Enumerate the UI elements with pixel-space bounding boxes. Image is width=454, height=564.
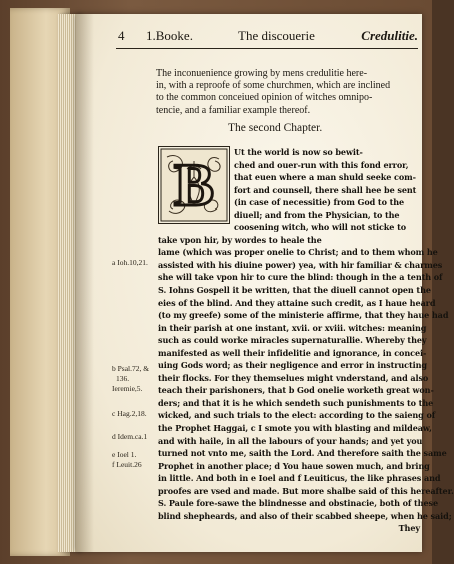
margin-note: b Psal.72, & xyxy=(112,364,150,373)
margin-note: a Ioh.10,21. xyxy=(112,258,148,267)
body-line: take vpon hir, by wordes to heale the xyxy=(158,234,322,245)
chapter-heading: The second Chapter. xyxy=(228,122,323,134)
floral-initial-icon xyxy=(159,147,229,223)
body-line: teach their parishoners, that b God onelie worketh great won- xyxy=(158,385,434,396)
body-line: diuell; and from the Physician, to the xyxy=(234,209,400,220)
drop-cap-letter: B xyxy=(173,152,215,218)
body-line: Ut the world is now so bewit- xyxy=(234,147,363,157)
page-number: 4 xyxy=(118,28,125,43)
body-line: uing Gods word; as their negligence and error in instructing xyxy=(158,360,427,371)
header-title: The discouerie xyxy=(238,28,315,43)
body-line: the Prophet Haggai, c I smote you with blasting and mildeaw, xyxy=(158,423,432,434)
body-line: fort and counsell, there shall hee be sent xyxy=(234,184,417,195)
running-header xyxy=(118,28,418,46)
margin-note: f Leuit.26 xyxy=(112,460,142,469)
body-line: coosening witch, who will not sticke to xyxy=(234,222,407,233)
body-line: their flocks. For they themselues might vnderstand, and also xyxy=(158,372,429,383)
header-rule xyxy=(116,48,418,49)
margin-note: 136. xyxy=(116,374,130,383)
body-line: manifested as well their infidelitie and ignorance, in concei- xyxy=(158,347,427,358)
body-line: she will take vpon hir to cure the blind: though in the a tenth of xyxy=(158,272,443,283)
gutter-shadow xyxy=(76,14,94,552)
body-line: that euen where a man shuld seeke com- xyxy=(234,172,416,183)
chapter-summary xyxy=(156,68,414,117)
body-line: (to my greefe) some of the ministerie affirme, that they haue had xyxy=(158,310,449,321)
body-line: (in case of necessitie) from God to the xyxy=(234,197,405,208)
body-line: S. Iohns Gospell it be written, that the diuell cannot open the xyxy=(158,285,431,296)
body-line: assisted with his diuine power) yea, with hir familiar & charmes xyxy=(158,259,443,270)
body-line: They xyxy=(398,523,420,534)
running-title: Credulitie. xyxy=(361,28,418,43)
decorated-initial xyxy=(158,146,230,224)
body-line: and with haile, in all the labours of your hands; and yet you xyxy=(158,435,423,446)
summary-line: tencie, and a familiar example thereof. xyxy=(156,104,311,116)
body-line: blind shepheards, and also of their scabbed sheepe, when he said; xyxy=(158,510,452,521)
body-line: S. Paule fore-sawe the blindnesse and obstinacie, both of these xyxy=(158,498,439,509)
margin-note: Ieremie,5. xyxy=(112,384,143,393)
body-line: proofes are vsed and made. But more shalbe said of this hereafter. xyxy=(158,485,454,496)
body-line: Prophet in another place; d You haue sowen much, and bring xyxy=(158,460,430,471)
body-line: such as could worke miracles supernaturallie. Whereby they xyxy=(158,335,427,346)
body-line: wicked, and such trials to the elect: according to the saieng of xyxy=(158,410,436,421)
body-line: lame (which was proper onelie to Christ; and to them whom he xyxy=(158,247,438,258)
margin-note: d Idem.ca.1 xyxy=(112,432,148,441)
summary-line: to the common conceiued opinion of witches omnipo- xyxy=(156,92,373,104)
margin-note: c Hag.2,18. xyxy=(112,409,147,418)
body-line: in little. And both in e Ioel and f Leuiticus, the like phrases and xyxy=(158,473,441,484)
summary-line: The inconuenience growing by mens credulitie here- xyxy=(156,68,368,79)
body-line: turned not vnto me, saith the Lord. And therefore saith the same xyxy=(158,448,447,459)
body-line: in their parish at one instant, xvii. or xviii. witches: meaning xyxy=(158,322,427,333)
book-label: 1.Booke. xyxy=(146,28,193,43)
margin-note: e Ioel 1. xyxy=(112,450,137,459)
book-page xyxy=(76,14,454,552)
body-line: ders; and that it is he which sendeth such punishments to the xyxy=(158,397,434,408)
summary-line: in, with a reproofe of some churchmen, which are inclined xyxy=(156,80,391,92)
body-line: eies of the blind. And they attaine such credit, as I haue heard xyxy=(158,297,436,308)
body-line: ched and ouer-run with this fond error, xyxy=(234,159,409,170)
